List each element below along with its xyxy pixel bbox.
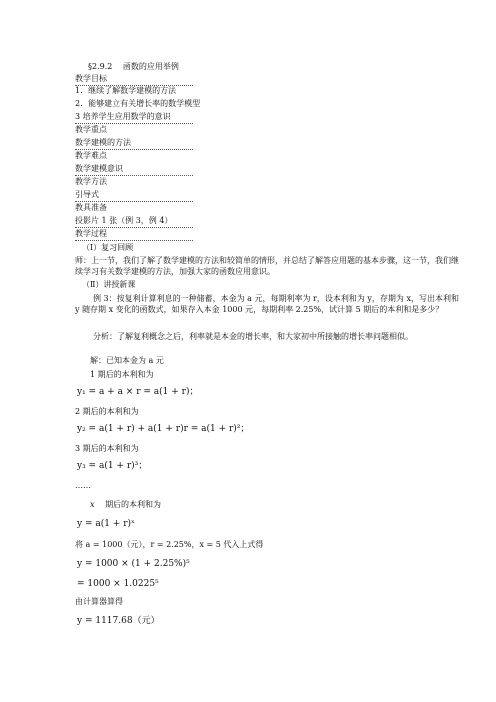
difficulty-title: 教学难点 bbox=[75, 151, 107, 160]
formula-result: y = 1117.68（元） bbox=[77, 616, 160, 626]
goal-item-1: 1．继续了解数学建模的方法 bbox=[75, 86, 177, 95]
substitute-text: 将 a = 1000（元），r = 2.25%，x = 5 代入上式得 bbox=[75, 540, 264, 549]
key-title: 教学重点 bbox=[75, 125, 107, 134]
tools-title: 教具准备 bbox=[75, 203, 107, 212]
calculator-text: 由计算器算得 bbox=[75, 597, 123, 606]
method-text: 引导式 bbox=[75, 190, 193, 202]
example-3: 例 3：按复利计算利息的一种储蓄，本金为 a 元，每期利率为 r，设本利和为 y，存期为 x，写出本利和 y 随存期 x 变化的函数式，如果存入本金 1000 元，每期利率 2.25%，试计算 5 期后的本利和是多少？ bbox=[75, 294, 459, 314]
ellipsis: …… bbox=[75, 481, 91, 490]
solution-intro: 解：已知本金为 a 元 bbox=[90, 356, 164, 365]
formula-y3: y₃ = a(1 + r)³； bbox=[77, 461, 148, 471]
method-title: 教学方法 bbox=[75, 177, 107, 186]
new-lesson-title: （Ⅱ）讲授新课 bbox=[82, 280, 136, 289]
difficulty-text: 数学建模意识 bbox=[75, 164, 193, 176]
formula-y2: y₂ = a(1 + r) + a(1 + r)r = a(1 + r)²； bbox=[77, 424, 250, 434]
analysis-text: 分析：了解复利概念之后，利率就是本金的增长率，和大家初中所接触的增长率问题相似。 bbox=[93, 332, 413, 341]
process-title: 教学过程 bbox=[75, 229, 193, 241]
period-x-text: 期后的本利和为 bbox=[105, 500, 162, 509]
formula-y1: y₁ = a + a × r = a(1 + r)； bbox=[77, 387, 199, 397]
goal-title: 教学目标 bbox=[75, 74, 193, 86]
period-x-var: x bbox=[90, 500, 95, 509]
formula-yx: y = a(1 + r)ˣ bbox=[77, 519, 135, 529]
goal-item-3: 3 培养学生应用数学的意识 bbox=[75, 112, 193, 124]
goal-item-2: 2．能够建立有关增长率的数学模型 bbox=[75, 99, 201, 108]
period-x-label bbox=[90, 500, 161, 510]
review-title: （I）复习回顾 bbox=[82, 243, 134, 252]
formula-y5a: y = 1000 × (1 + 2.25%)⁵ bbox=[77, 559, 190, 569]
period-3-label: 3 期后的本利和为 bbox=[75, 444, 139, 453]
lesson-header: §2.9.2 函数的应用举例 bbox=[88, 62, 179, 71]
tools-text: 投影片 1 张（例 3，例 4） bbox=[75, 216, 193, 228]
key-text: 数学建模的方法 bbox=[75, 138, 193, 150]
review-text: 师：上一节，我们了解了数学建模的方法和较简单的情形，并总结了解答应用题的基本步骤，这一节，我们继续学习有关数学建模的方法，加强大家的函数应用意识。 bbox=[75, 256, 459, 276]
period-1-label: 1 期后的本利和为 bbox=[90, 370, 154, 379]
formula-y5b: = 1000 × 1.0225⁵ bbox=[77, 579, 159, 589]
period-2-label: 2 期后的本利和为 bbox=[75, 407, 139, 416]
